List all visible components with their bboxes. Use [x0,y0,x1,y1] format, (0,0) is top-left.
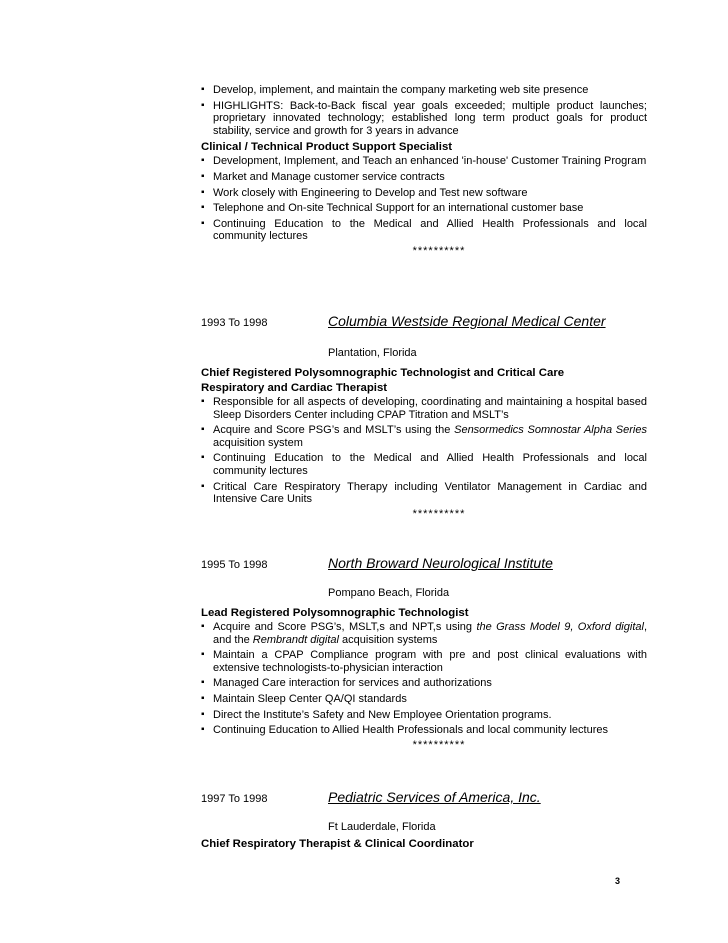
text: acquisition system [213,436,303,449]
list-item: ▪ Direct the Institute’s Safety and New Employee Orientation programs. [201,709,647,722]
location: Plantation, Florida [328,347,417,359]
list-item: ▪ Maintain Sleep Center QA/QI standards [201,693,647,706]
employment-entry [201,555,647,751]
text: Acquire and Score PSG’s, MSLT,s and NPT,s using [213,621,477,633]
employment-entry [201,789,647,852]
list-item: ▪ Development, Implement, and Teach an enhanced 'in-house' Customer Training Program [201,155,647,168]
text: Acquire and Score PSG’s and MSLT’s using the [213,424,455,437]
list-item: ▪ HIGHLIGHTS: Back-to-Back fiscal year goals exceeded; multiple product launches; proprietary innovated technology; established long term product goals for product stability, service and growth for 3 years in advance [201,100,647,138]
list-item: ▪ Continuing Education to the Medical and Allied Health Professionals and local community lectures [201,218,647,243]
job-title: Lead Registered Polysomnographic Technologist [201,607,469,619]
job-title: Chief Respiratory Therapist & Clinical Coordinator [201,838,474,850]
list-item: ▪ Continuing Education to the Medical and Allied Health Professionals and local community lectures [201,452,647,477]
list-item: ▪ Work closely with Engineering to Develop and Test new software [201,187,647,200]
date-range: 1997 To 1998 [201,793,268,805]
location-row [201,333,647,366]
organization-name: North Broward Neurological Institute [328,555,553,571]
list-item: ▪ Responsible for all aspects of developing, coordinating and maintaining a hospital based Sleep Disorders Center including CPAP Titration and MSLT’s [201,396,647,421]
list-item: ▪ Managed Care interaction for services and authorizations [201,677,647,690]
marketing-section [201,84,647,257]
bullet-list [201,84,647,137]
organization-name: Columbia Westside Regional Medical Center [328,313,606,329]
text: , and the [213,621,647,646]
entry-header [201,555,647,575]
list-item: ▪ Telephone and On-site Technical Support for an international customer base [201,202,647,215]
bullet-list [201,396,647,506]
location: Pompano Beach, Florida [328,587,450,599]
entry-header [201,789,647,809]
job-title: Clinical / Technical Product Support Specialist [201,141,453,154]
list-item [201,424,647,449]
job-title: Respiratory and Cardiac Therapist [201,382,388,394]
italic-text: Rembrandt digital [252,633,339,646]
list-item: ▪ Critical Care Respiratory Therapy including Ventilator Management in Cardiac and Intensive Care Units [201,481,647,506]
employment-entry [201,313,647,520]
separator: ********** [412,244,466,257]
entry-header [201,313,647,333]
date-range: 1993 To 1998 [201,317,268,329]
bullet-list [201,155,647,243]
list-item [201,621,647,646]
italic-text: the Grass Model 9, Oxford digital [476,621,644,633]
date-range: 1995 To 1998 [201,559,268,571]
job-title: Chief Registered Polysomnographic Technologist and Critical Care [201,367,565,379]
text: acquisition systems [338,633,438,646]
separator: ********** [412,738,466,751]
organization-name: Pediatric Services of America, Inc. [328,789,541,805]
location-row [201,809,647,837]
list-item: ▪ Maintain a CPAP Compliance program with pre and post clinical evaluations with extensive technologists-to-physician interaction [201,649,647,674]
list-item: ▪ Market and Manage customer service contracts [201,171,647,184]
list-item: ▪ Develop, implement, and maintain the company marketing web site presence [201,84,647,97]
list-item: ▪ Continuing Education to Allied Health Professionals and local community lectures [201,724,647,737]
location: Ft Lauderdale, Florida [328,821,436,833]
page-number: 3 [615,876,621,886]
italic-text: Sensormedics Somnostar Alpha Series [454,424,647,437]
bullet-list [201,621,647,737]
separator: ********** [412,507,466,520]
location-row [201,575,647,606]
